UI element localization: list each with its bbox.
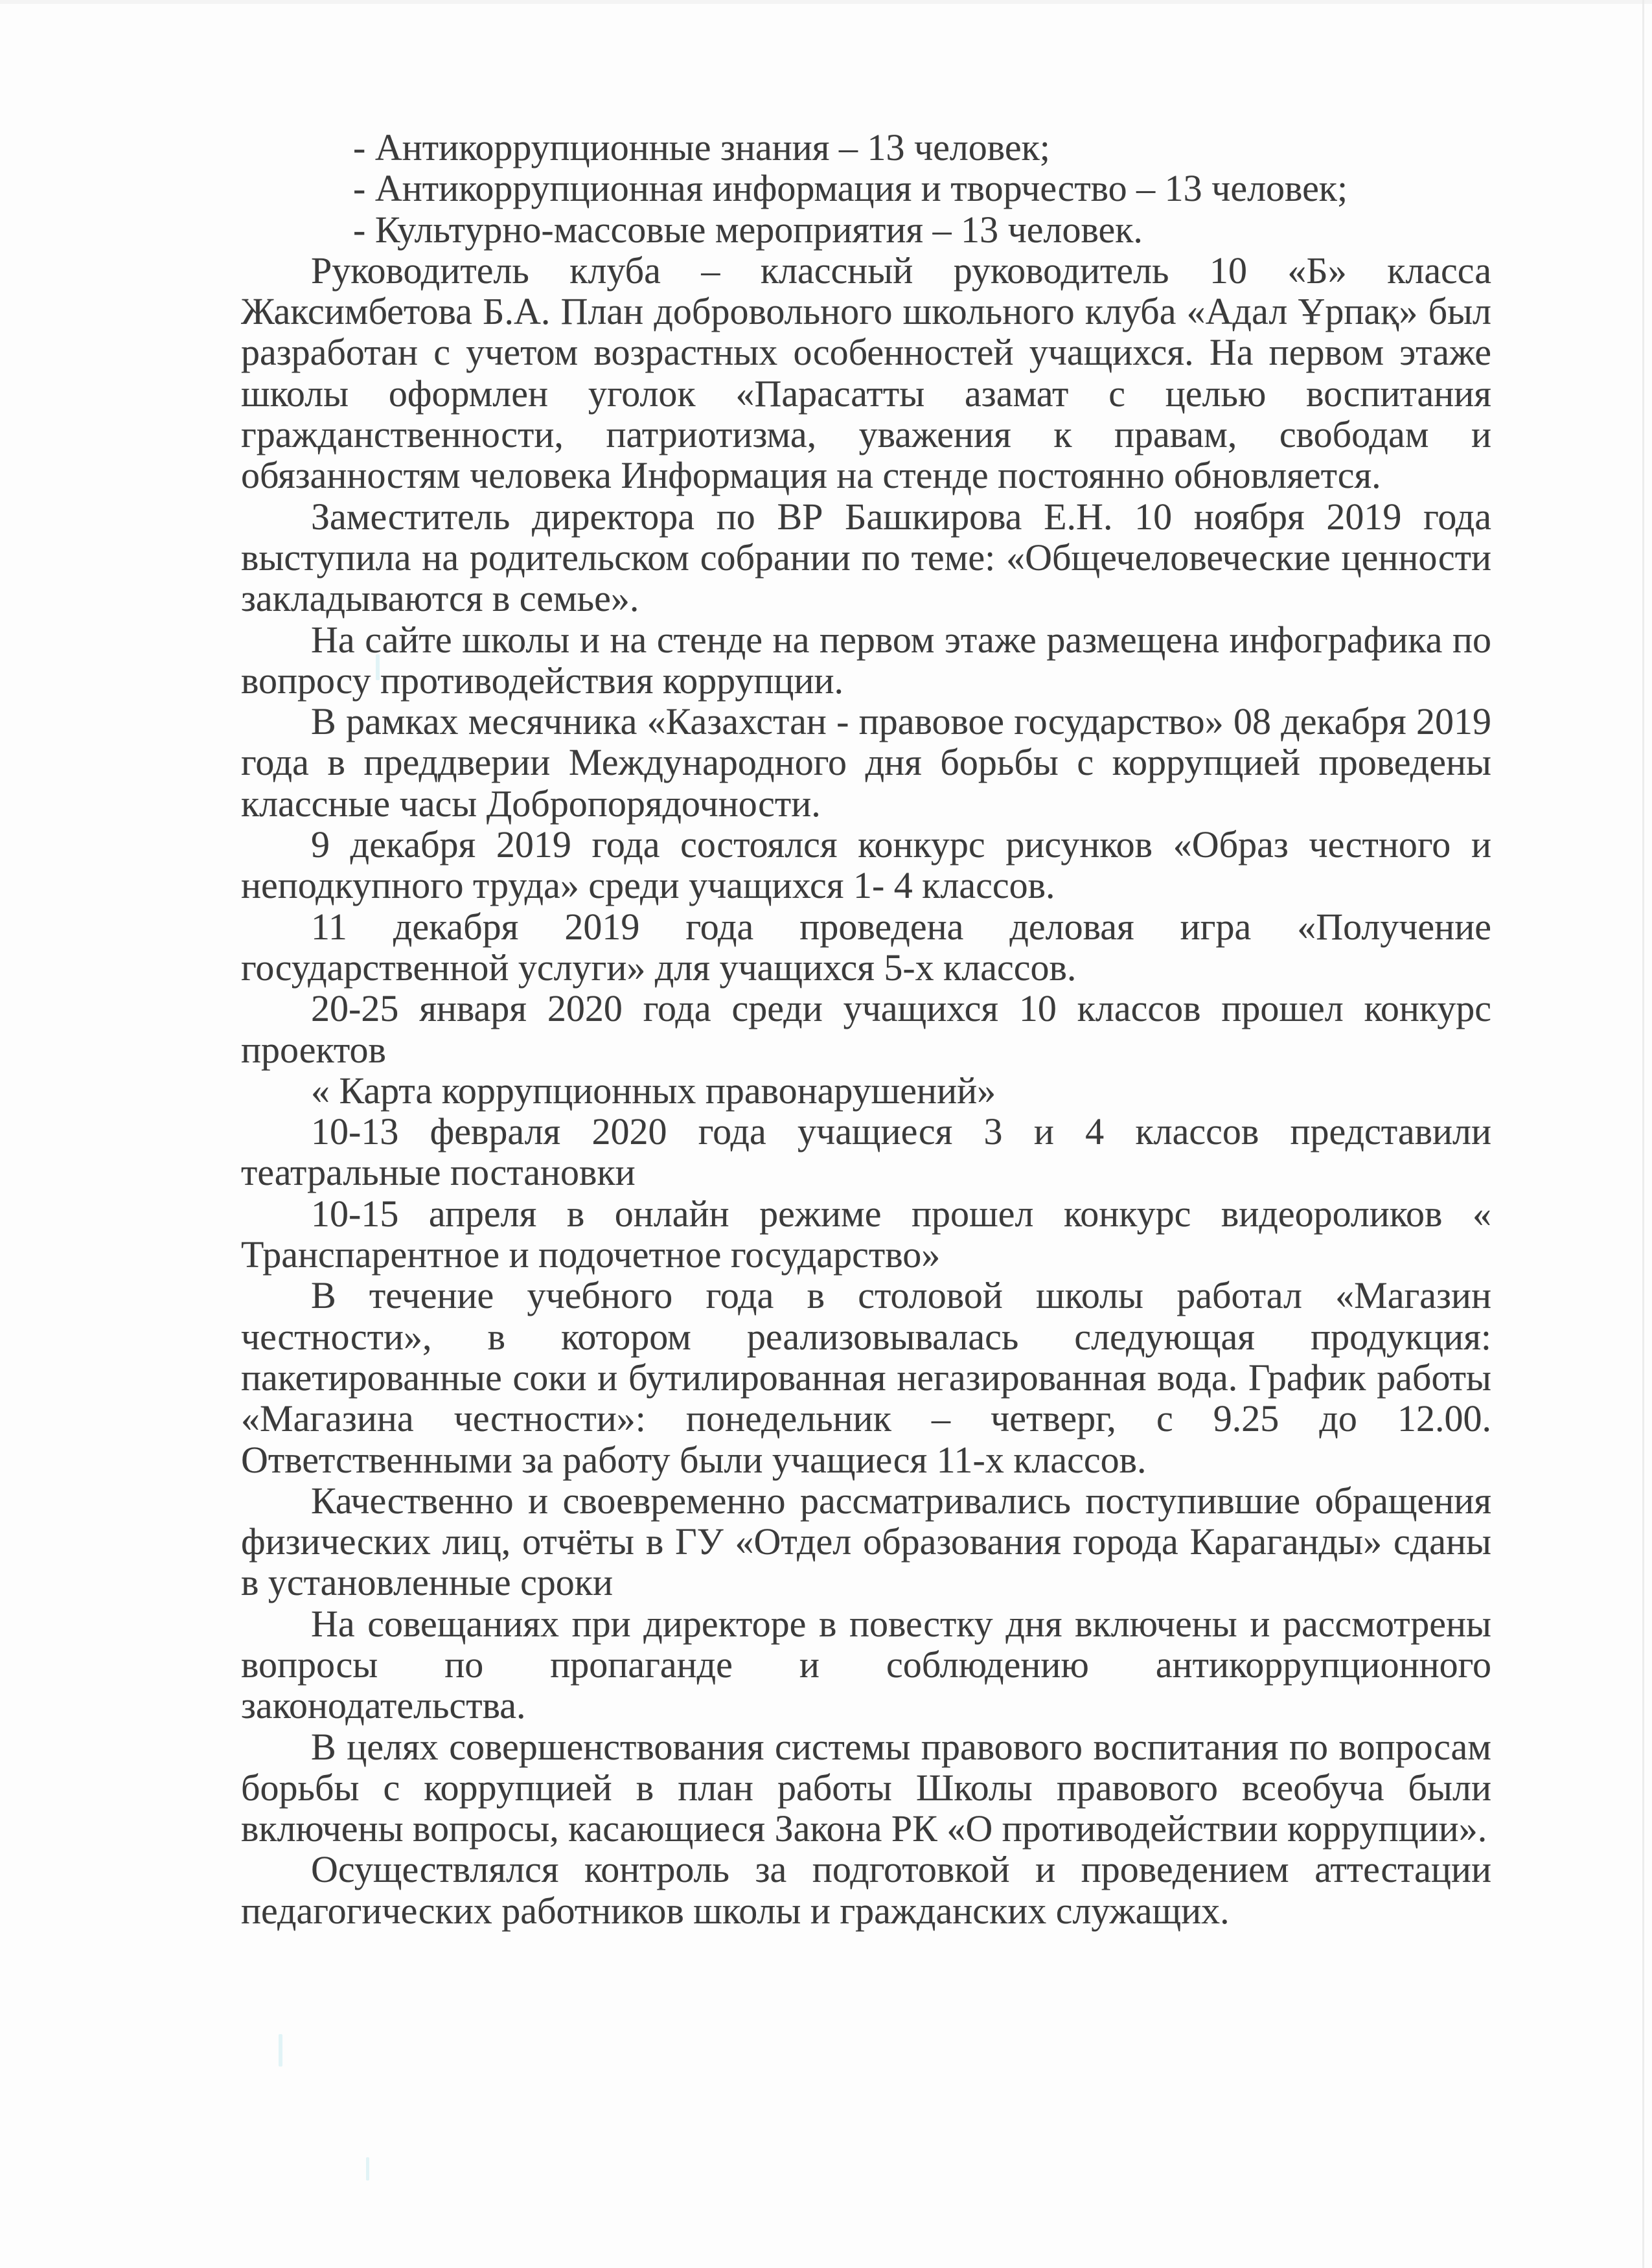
paragraph-meetings: На совещаниях при директоре в повестку дня включены и рассмотрены вопросы по пропаганде и соблюдению антикоррупционного законодательства.: [241, 1602, 1491, 1727]
document-page: [241, 127, 1491, 1931]
paragraph-drawing-contest: 9 декабря 2019 года состоялся конкурс рисунков «Образ честного и неподкупного труда» среди учащихся 1- 4 классов.: [241, 823, 1491, 907]
paragraph-video-contest: 10-15 апреля в онлайн режиме прошел конкурс видеороликов « Транспарентное и подочетное государство»: [241, 1192, 1491, 1276]
scan-artifact: [366, 2157, 369, 2181]
paragraph-business-game: 11 декабря 2019 года проведена деловая игра «Получение государственной услуги» для учащихся 5-х классов.: [241, 905, 1491, 989]
bullet-item: - Культурно-массовые мероприятия – 13 человек.: [353, 208, 1143, 251]
scan-edge-top: [0, 0, 1652, 4]
paragraph-legal-education: В целях совершенствования системы правового воспитания по вопросам борьбы с коррупцией в план работы Школы правового всеобуча были включены вопросы, касающиеся Закона РК «О противодействии коррупции».: [241, 1725, 1491, 1850]
paragraph-infographic: На сайте школы и на стенде на первом этаже размещена инфографика по вопросу противодействия коррупции.: [241, 618, 1491, 702]
paragraph-deputy-director: Заместитель директора по ВР Башкирова Е.Н. 10 ноября 2019 года выступила на родительском собрании по теме: «Общечеловеческие ценности закладываются в семье».: [241, 495, 1491, 620]
paragraph-club-leader: Руководитель клуба – классный руководитель 10 «Б» класса Жаксимбетова Б.А. План добровольного школьного клуба «Адал Ұрпақ» был разработан с учетом возрастных особенностей учащихся. На первом этаже школы оформлен уголок «Парасатты азамат с целью воспитания гражданственности, патриотизма, уважения к правам, свободам и обязанностям человека Информация на стенде постоянно обновляется.: [241, 249, 1491, 497]
scan-artifact: [279, 2034, 282, 2067]
bullet-list: [241, 127, 1491, 250]
project-title-line: « Карта коррупционных правонарушений»: [311, 1069, 996, 1112]
scan-edge-right: [1642, 0, 1644, 2268]
paragraph-attestation: Осуществлялся контроль за подготовкой и проведением аттестации педагогических работников школы и гражданских служащих.: [241, 1848, 1491, 1932]
paragraph-honesty-shop: В течение учебного года в столовой школы работал «Магазин честности», в котором реализовывалась следующая продукция: пакетированные соки и бутилированная негазированная вода. График работы «Магазина честности»: понедельник – четверг, с 9.25 до 12.00. Ответственными за работу были учащиеся 11-х классов.: [241, 1274, 1491, 1481]
paragraph-month-event: В рамках месячника «Казахстан - правовое государство» 08 декабря 2019 года в преддверии Международного дня борьбы с коррупцией проведены классные часы Добропорядочности.: [241, 700, 1491, 825]
bullet-item: - Антикоррупционная информация и творчество – 13 человек;: [353, 167, 1348, 210]
paragraph-appeals: Качественно и своевременно рассматривались поступившие обращения физических лиц, отчёты в ГУ «Отдел образования города Караганды» сданы в установленные сроки: [241, 1479, 1491, 1604]
bullet-item: - Антикоррупционные знания – 13 человек;: [353, 126, 1050, 168]
paragraph-project-contest: 20-25 января 2020 года среди учащихся 10 классов прошел конкурс проектов: [241, 987, 1491, 1071]
paragraph-theatre: 10-13 февраля 2020 года учащиеся 3 и 4 классов представили театральные постановки: [241, 1110, 1491, 1194]
